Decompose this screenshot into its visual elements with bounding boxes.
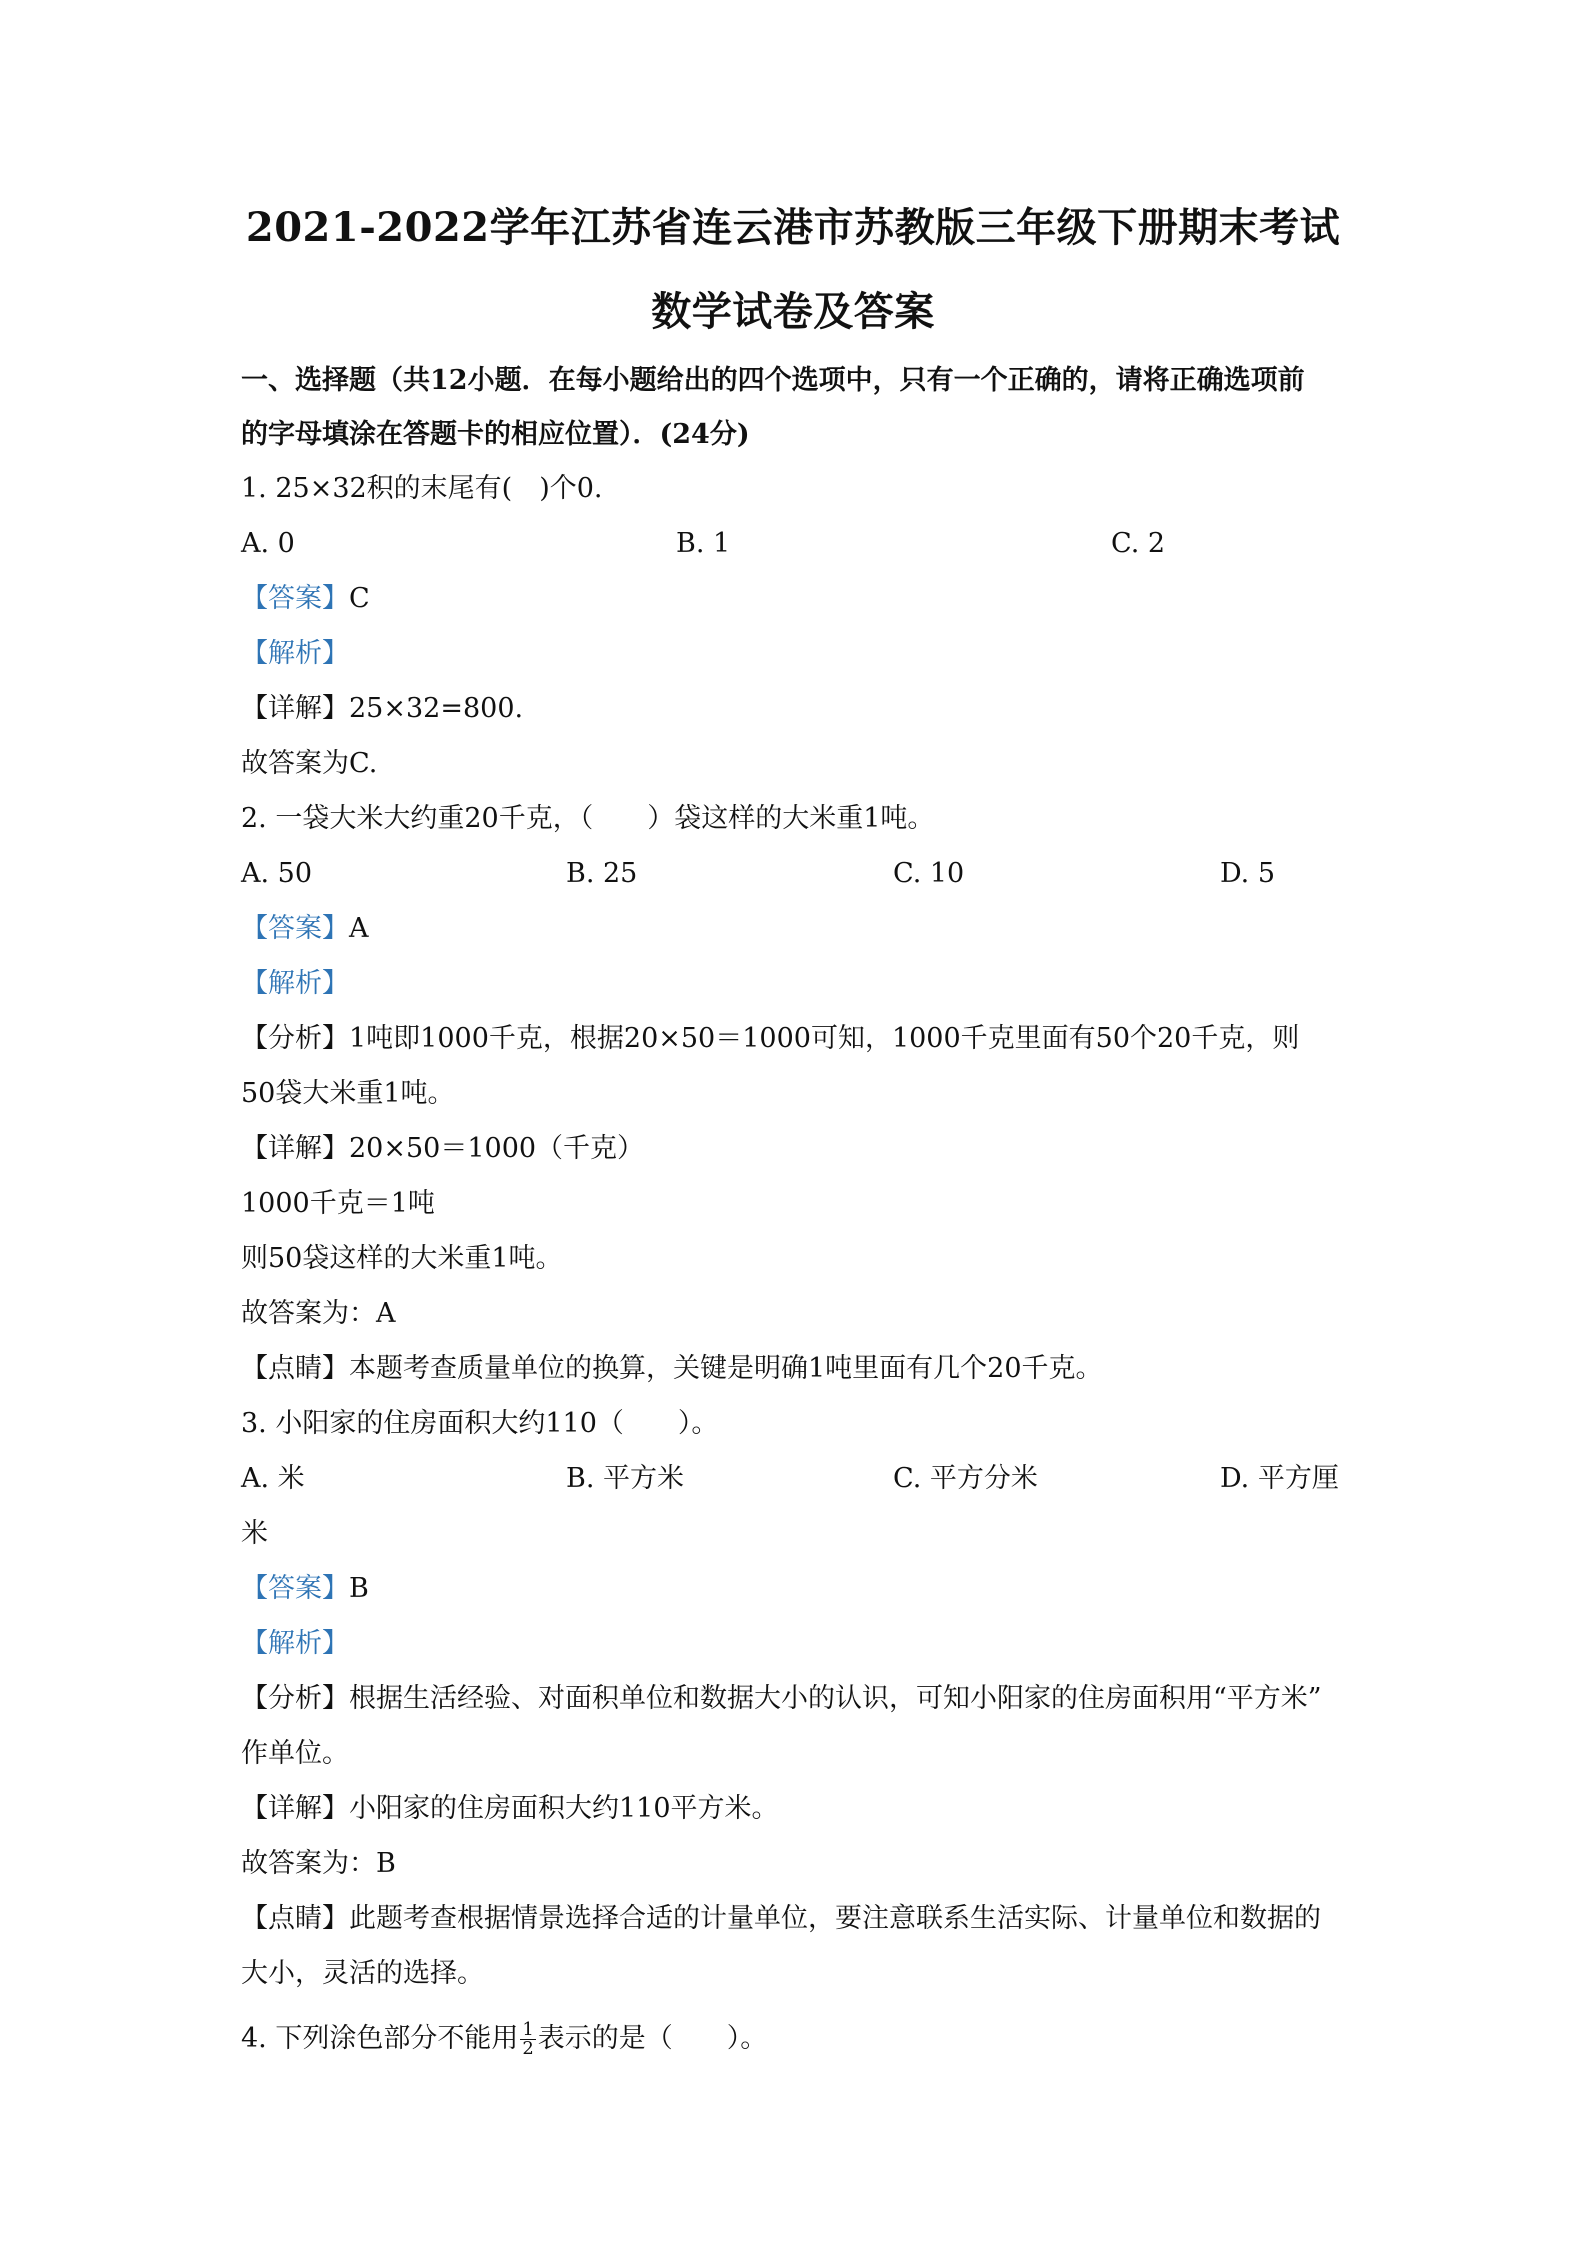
doc-title-line1: 2021-2022学年江苏省连云港市苏教版三年级下册期末考试 [245, 204, 1341, 251]
q2-fenxi-text: 1吨即1000千克，根据20×50＝1000可知，1000千克里面有50个20千克，则 [349, 1023, 1300, 1054]
q3-fenxi-text: 根据生活经验、对面积单位和数据大小的认识，可知小阳家的住房面积用“平方米” [349, 1683, 1322, 1714]
q3-detail [241, 1791, 779, 1827]
q2-option-a: A. 50 [241, 858, 313, 889]
q3-dianjing-text: 此题考查根据情景选择合适的计量单位，要注意联系生活实际、计量单位和数据的 [349, 1903, 1321, 1934]
q3-dianjing [241, 1901, 1321, 1937]
q3-stem: 3. 小阳家的住房面积大约110（ ）。 [241, 1408, 719, 1439]
q3-option-c: C. 平方分米 [893, 1463, 1038, 1494]
answer-tag: 【答案】 [241, 913, 349, 944]
q2-line-a: 1000千克＝1吨 [241, 1188, 435, 1219]
detail-tag: 【详解】 [241, 1793, 349, 1824]
q3-answer [241, 1571, 369, 1607]
q2-line-b: 则50袋这样的大米重1吨。 [241, 1243, 563, 1274]
q1-option-a: A. 0 [241, 528, 295, 559]
q3-dianjing-line2: 大小，灵活的选择。 [241, 1958, 484, 1989]
q1-option-c: C. 2 [1111, 528, 1166, 559]
fraction-one-half [520, 2021, 535, 2058]
q3-option-d: D. 平方厘 [1220, 1463, 1339, 1494]
detail-tag: 【详解】 [241, 693, 349, 724]
q4-stem [241, 2021, 767, 2058]
q2-dianjing-text: 本题考查质量单位的换算，关键是明确1吨里面有几个20千克。 [349, 1353, 1103, 1384]
q2-analysis-tag: 【解析】 [241, 968, 349, 999]
q3-detail-text: 小阳家的住房面积大约110平方米。 [349, 1793, 779, 1824]
q2-option-d: D. 5 [1220, 858, 1276, 889]
q3-option-a: A. 米 [241, 1463, 305, 1494]
answer-tag: 【答案】 [241, 1573, 349, 1604]
q2-answer [241, 911, 369, 947]
q2-detail [241, 1131, 644, 1167]
q2-fenxi-line2: 50袋大米重1吨。 [241, 1078, 455, 1109]
q3-answer-value: B [349, 1573, 369, 1604]
doc-title-line2: 数学试卷及答案 [651, 288, 935, 335]
fraction-denominator: 2 [522, 2038, 534, 2059]
q2-detail-text: 20×50＝1000（千克） [349, 1133, 645, 1164]
q1-conclusion: 故答案为C. [241, 748, 378, 779]
q4-stem-post: 表示的是（ ）。 [537, 2023, 768, 2054]
q2-fenxi [241, 1021, 1299, 1057]
q2-option-b: B. 25 [566, 858, 638, 889]
section-heading-line1: 一、选择题（共12小题．在每小题给出的四个选项中，只有一个正确的，请将正确选项前 [241, 365, 1305, 396]
q1-answer [241, 581, 370, 617]
q3-analysis-tag: 【解析】 [241, 1628, 349, 1659]
q3-option-b: B. 平方米 [566, 1463, 685, 1494]
q2-stem: 2. 一袋大米大约重20千克，（ ）袋这样的大米重1吨。 [241, 803, 935, 834]
q3-fenxi-line2: 作单位。 [241, 1738, 349, 1769]
fenxi-tag: 【分析】 [241, 1023, 349, 1054]
dianjing-tag: 【点睛】 [241, 1903, 349, 1934]
q3-fenxi [241, 1681, 1322, 1717]
fraction-numerator: 1 [522, 2019, 534, 2040]
section-heading-line2: 的字母填涂在答题卡的相应位置）．(24分) [241, 419, 750, 450]
q2-answer-value: A [349, 913, 369, 944]
fenxi-tag: 【分析】 [241, 1683, 349, 1714]
q1-option-b: B. 1 [676, 528, 731, 559]
q1-answer-value: C [349, 583, 370, 614]
detail-tag: 【详解】 [241, 1133, 349, 1164]
q3-option-d-wrap: 米 [241, 1518, 268, 1549]
dianjing-tag: 【点睛】 [241, 1353, 349, 1384]
q4-stem-pre: 4. 下列涂色部分不能用 [241, 2023, 519, 2054]
answer-tag: 【答案】 [241, 583, 349, 614]
q1-detail [241, 691, 523, 727]
q1-stem: 1. 25×32积的末尾有( )个0. [241, 473, 603, 504]
q3-conclusion: 故答案为：B [241, 1848, 396, 1879]
q2-dianjing [241, 1351, 1103, 1387]
q1-analysis-tag: 【解析】 [241, 638, 349, 669]
q2-conclusion: 故答案为：A [241, 1298, 396, 1329]
q1-detail-text: 25×32=800. [349, 693, 524, 724]
q2-option-c: C. 10 [893, 858, 965, 889]
